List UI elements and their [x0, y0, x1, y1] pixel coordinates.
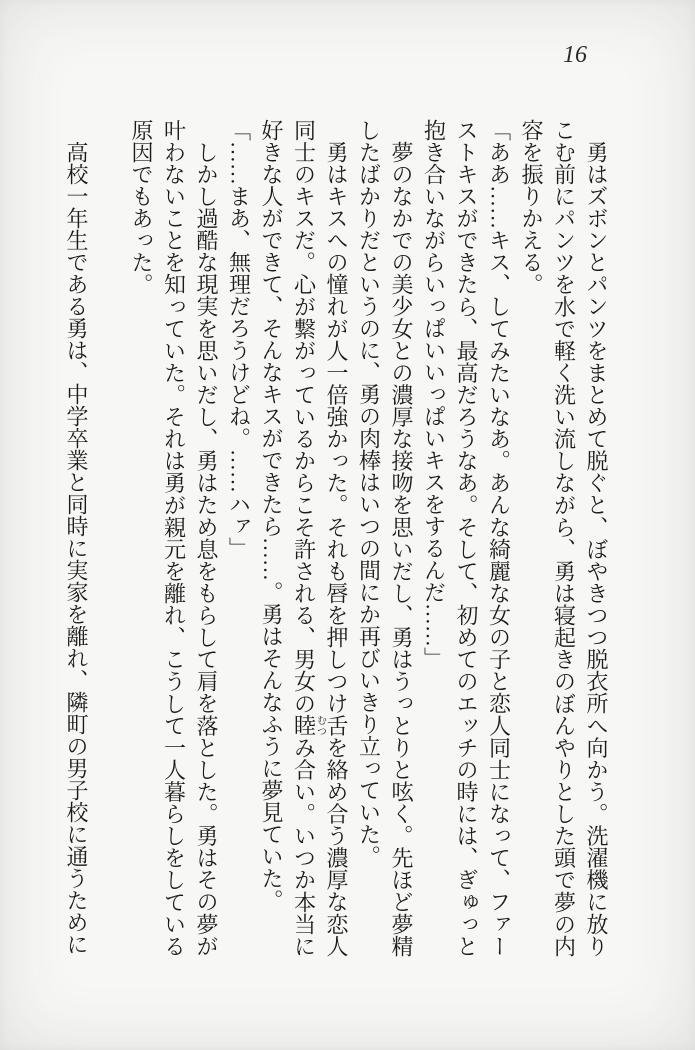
paragraph: 勇はズボンとパンツをまとめて脱ぐと、ぼやきつつ脱衣所へ向かう。洗濯機に放りこむ前にパンツを水で軽く洗い流しながら、勇は寝起きのぼんやりとした頭で夢の内容を振りかえる。	[519, 119, 609, 958]
paragraph: 夢のなかでの美少女との濃厚な接吻を思いだし、勇はうっとりと呟く。先ほど夢精したばかりだというのに、勇の肉棒はいつの間にか再びいきり立っていた。	[356, 119, 414, 957]
page-number: 16	[563, 42, 587, 68]
paragraph: 「ああ……キス、してみたいなあ。あんな綺麗な女の子と恋人同士になって、ファーストキスができたら、最高だろうなあ。そして、初めてのエッチの時には、ぎゅっと抱き合いながらいっぱいいっぱいキスをするんだ……」	[421, 119, 512, 957]
paragraph: しかし過酷な現実を思いだし、勇はため息をもらして肩を落とした。勇はその夢が叶わないことを知っていた。それは勇が親元を離れ、こうして一人暮らしをしている原因でもあった。	[129, 119, 219, 957]
ruby-annotated-word: 睦むつ	[291, 714, 326, 737]
text-block	[60, 119, 613, 957]
paragraph: 「……まあ、無理だろうけどね。……ハァ」	[226, 119, 252, 559]
paragraph: 勇はキスへの憧れが人一倍強かった。それも唇を押しつけ舌を絡め合う濃厚な恋人同士のキスだ。心が繋がっているからこそ許される、男女の睦むつみ合い。いつか本当に好きな人ができて、そんなキスができたら……。勇はそんなふうに夢見ていた。	[259, 119, 349, 958]
paragraph: 高校一年生である勇は、中学卒業と同時に実家を離れ、隣町の男子校に通うために	[64, 141, 89, 955]
blank-line	[92, 119, 125, 957]
